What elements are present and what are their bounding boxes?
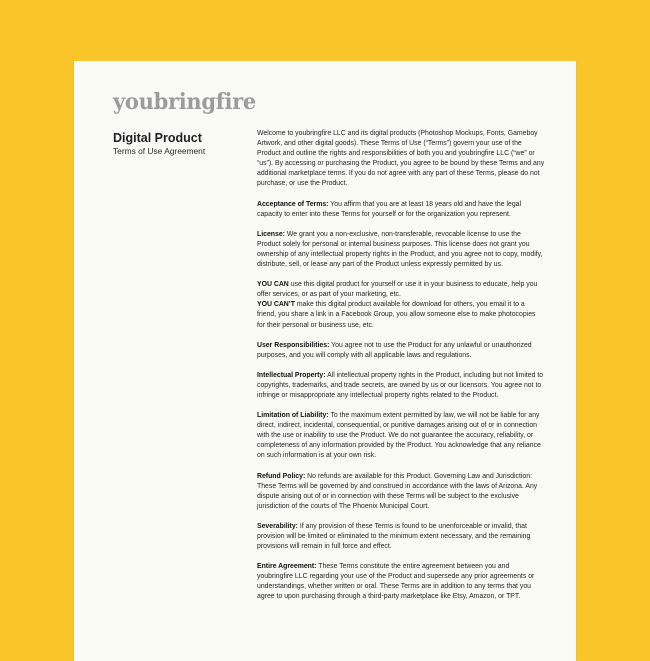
intro-paragraph: Welcome to youbringfire LLC and its digital products (Photoshop Mockups, Fonts, Gameboy Artwork, and other digital goods). These Terms of Use (“Terms”) govern your use of the Product and outline the rights and responsibilities of both you and youbringfire LLC (“we” or “us”). By accessing or purchasing the Product, you agree to be bound by these Terms and any additional marketplace terms. If you do not agree with any part of these Terms, please do not purchase, or use the Product. <box>257 130 545 188</box>
section-body: You affirm that you are at least 18 years old and have the legal capacity to enter into these Terms for yourself or for the organization you represent. <box>257 200 522 218</box>
document-subtitle: Terms of Use Agreement <box>113 146 206 156</box>
acceptance-section <box>257 200 545 220</box>
can-cant-section <box>257 280 545 330</box>
entire-agreement-section <box>257 562 545 602</box>
section-heading: Entire Agreement: <box>257 563 317 571</box>
section-heading: Acceptance of Terms: <box>257 200 329 208</box>
section-heading: YOU CAN <box>257 281 289 289</box>
refund-section <box>257 472 545 512</box>
document-title: Digital Product <box>113 131 202 145</box>
brand-logo: youbringfire <box>113 88 256 115</box>
section-heading: Severability: <box>257 522 298 530</box>
section-body: make this digital product available for download for others, you email it to a friend, you share a link in a Facebook Group, you allow someone else to make photocopies for their personal or business use, etc. <box>257 301 536 329</box>
section-body: These Terms constitute the entire agreement between you and youbringfire LLC regarding your use of the Product and supersede any prior agreements or understandings, whether written or oral. These Terms are in addition to any terms that you agree to upon purchasing through a third-party marketplace like Etsy, Amazon, or TPT. <box>257 563 535 601</box>
section-heading: Limitation of Liability: <box>257 412 329 420</box>
document-page <box>74 61 576 661</box>
section-body: If any provision of these Terms is found to be unenforceable or invalid, that provision will be limited or eliminated to the minimum extent necessary, and the remaining provisions will remain in full force and effect. <box>257 522 531 551</box>
section-body: No refunds are available for this Product. Governing Law and Jurisdiction: These Terms will be governed by and construed in accordance with the laws of Arizona. Any dispute arising out of or in connection with these Terms will be subject to the exclusive jurisdiction of the courts of The Phoenix Municipal Court. <box>257 472 538 510</box>
section-body: You agree not to use the Product for any unlawful or unauthorized purposes, and you will comply with all applicable laws and regulations. <box>257 341 532 359</box>
section-heading: Intellectual Property: <box>257 371 326 379</box>
document-header <box>113 130 243 157</box>
liability-section <box>257 411 545 461</box>
section-heading: Refund Policy: <box>257 472 306 480</box>
section-body: To the maximum extent permitted by law, we will not be liable for any direct, indirect, incidental, consequential, or punitive damages arising out of or in connection with the use or inability to use the Product. We do not guarantee the accuracy, reliability, or completeness of any information provided by the Product. You acknowledge that any reliance on such information is at your own risk. <box>257 412 541 460</box>
license-section <box>257 230 545 270</box>
terms-body <box>257 129 545 613</box>
section-heading: License: <box>257 230 285 238</box>
section-body: All intellectual property rights in the Product, including but not limited to copyrights, trademarks, and trade secrets, are owned by us or our licensors. You agree not to infringe or misappropriate any intellectual property rights related to the Product. <box>257 371 544 399</box>
section-heading: User Responsibilities: <box>257 341 330 349</box>
severability-section <box>257 522 545 552</box>
section-body: We grant you a non-exclusive, non-transferable, revocable license to use the Product solely for personal or internal business purposes. This license does not grant you ownership of any intellectual property rights in the Product, and you agree not to copy, modify, distribute, sell, or lease any part of the Product unless expressly permitted by us. <box>257 230 543 269</box>
intellectual-property-section <box>257 371 545 401</box>
section-body: use this digital product for yourself or use it in your business to educate, help you offer services, or as part of your marketing, etc. <box>257 281 538 299</box>
user-responsibilities-section <box>257 341 545 361</box>
section-heading: YOU CAN’T <box>257 301 295 309</box>
